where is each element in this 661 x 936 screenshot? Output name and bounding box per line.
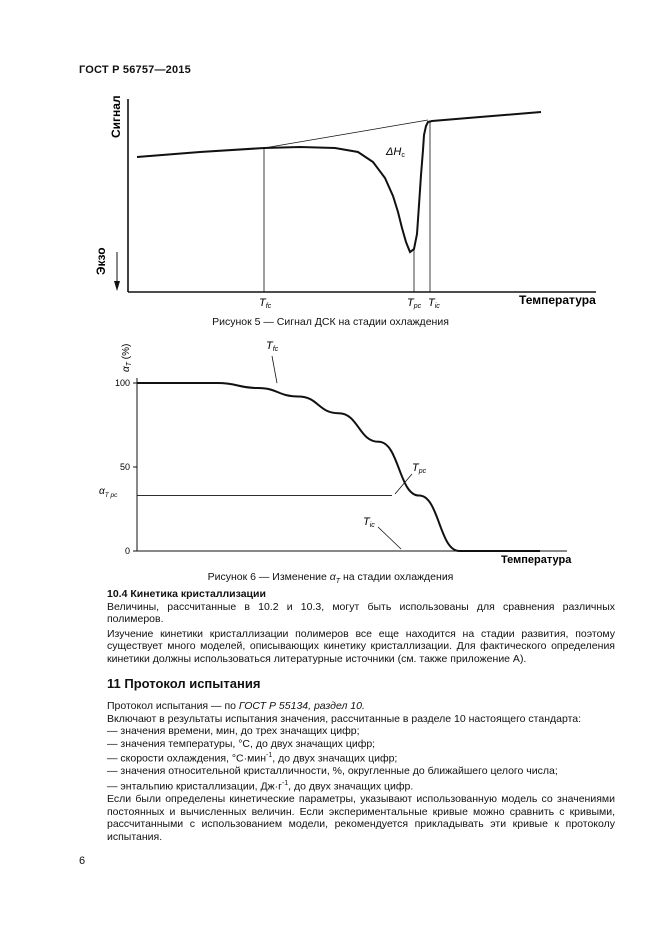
- section-11-item-4: — значения относительной кристалличности, %, округленные до ближайшего целого числа;: [107, 765, 558, 778]
- fig5-exo-arrowhead: [114, 281, 120, 291]
- section-10-4: [107, 588, 615, 666]
- fig5-tick-tpc: Tpc: [407, 297, 422, 310]
- fig6-alpha-curve: [137, 383, 540, 551]
- section-11-para-2: Включают в результаты испытания значения, рассчитанные в разделе 10 настоящего стандарта:: [107, 712, 582, 725]
- fig6-ytick-label-100: 100: [114, 378, 130, 388]
- fig5-ylabel-signal: Сигнал: [109, 95, 123, 138]
- figure-6-chart: [0, 330, 661, 575]
- fig5-baseline: [264, 120, 428, 148]
- section-10-4-title: 10.4 Кинетика кристаллизации: [107, 588, 266, 600]
- fig5-tick-tfc: Tfc: [259, 297, 272, 310]
- fig6-ytick-label-50: 50: [119, 462, 130, 472]
- fig6-xlabel: Температура: [501, 554, 572, 566]
- fig6-tic-pointer: [378, 527, 401, 549]
- fig5-ylabel-exo: Экзо: [94, 247, 108, 275]
- fig5-xlabel: Температура: [519, 293, 596, 307]
- figure-5-caption: Рисунок 5 — Сигнал ДСК на стадии охлаждения: [212, 316, 449, 328]
- fig6-label-tic: Tic: [363, 516, 375, 529]
- section-11-item-5: — энтальпию кристаллизации, $Дж\cdot г^{-1}$, до двух значащих цифр.: [107, 780, 414, 793]
- fig6-tfc-pointer: [272, 356, 277, 383]
- figure-5-dsc-signal: [0, 0, 661, 320]
- section-11-para-3: Если были определены кинетические параметры, указывают использованную модель со значениями постоянных и вычисленных величин. Если экспериментальные кривые можно сравнить с кривыми, рассчитанными с использованием модели, рекомендуется прикладывать эти кривые к протоколу испытания.: [107, 793, 615, 843]
- section-10-4-para-2: Изучение кинетики кристаллизации полимеров все еще находится на стадии развития, поэтому существует много моделей, описывающих кинетику кристаллизации. Для фактического определения кинетики должны использоваться литературные источники (см. также приложение А).: [107, 627, 615, 665]
- fig5-tick-tic: Tic: [428, 297, 440, 310]
- fig5-delta-h-label: ΔHc: [386, 146, 405, 159]
- section-11-body: [107, 700, 615, 844]
- fig6-ytick-label-0: 0: [124, 546, 130, 556]
- section-11-item-3: — скорости охлаждения, °С·мин$^{-1}$, до двух значащих цифр;: [107, 752, 398, 765]
- section-10-4-para-1: Величины, рассчитанные в 10.2 и 10.3, могут быть использованы для сравнения различных полимеров.: [107, 600, 615, 626]
- section-11-item-1: — значения времени, мин, до трех значащих цифр;: [107, 725, 360, 738]
- fig6-label-tfc: Tfc: [266, 340, 279, 353]
- fig5-dsc-curve: [137, 112, 541, 252]
- fig6-ylabel: $\alpha_T$ (%): [121, 343, 133, 372]
- document-header: ГОСТ Р 56757—2015: [79, 64, 191, 76]
- fig6-label-tpc: Tpc: [412, 462, 427, 475]
- fig6-alpha-tpc-label: $\alpha_{T pc}$: [99, 486, 118, 499]
- figure-6-caption: Рисунок 6 — Изменение $\alpha_T$ на стадии охлаждения: [207, 571, 454, 586]
- section-11-title: 11 Протокол испытания: [107, 676, 261, 691]
- section-11-item-2: — значения температуры, °С, до двух значащих цифр;: [107, 737, 376, 750]
- page-number: 6: [79, 855, 86, 867]
- section-11-para-1: Протокол испытания — по ГОСТ Р 55134, раздел 10.: [107, 700, 365, 712]
